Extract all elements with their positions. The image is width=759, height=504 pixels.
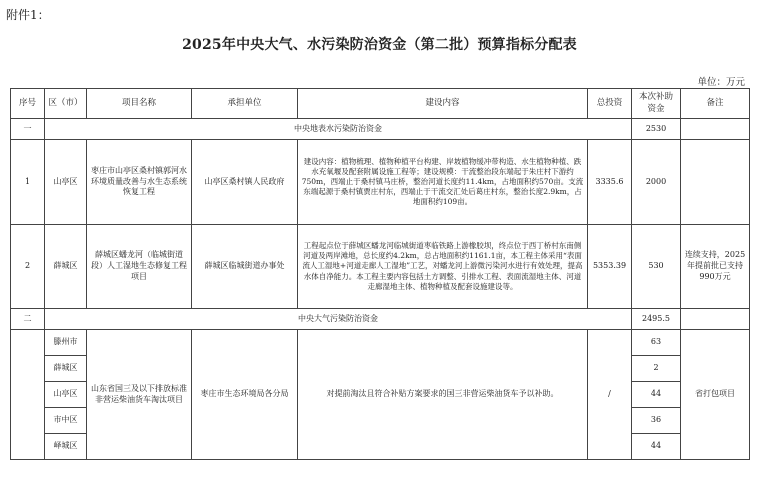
section-amount: 2530: [632, 119, 681, 140]
row-subsidy: 530: [632, 225, 681, 309]
row-subsidy: 44: [632, 382, 681, 408]
row-total: 3335.6: [588, 140, 632, 225]
row-seq: 1: [11, 140, 45, 225]
table-header-row: [11, 89, 750, 119]
table-row: [11, 330, 750, 356]
row-project: 枣庄市山亭区桑村镇郭河水环境质量改善与水生态系统恢复工程: [87, 140, 192, 225]
row-district: 山亭区: [45, 140, 87, 225]
section-row: [11, 119, 750, 140]
row-unit: 山亭区桑村镇人民政府: [192, 140, 298, 225]
section-name: 中央大气污染防治资金: [45, 309, 632, 330]
header-subsidy: 本次补助资金: [632, 89, 681, 119]
row-subsidy: 2000: [632, 140, 681, 225]
row-total: 5353.39: [588, 225, 632, 309]
row-remark: [681, 140, 750, 225]
header-content: 建设内容: [298, 89, 588, 119]
section-remark-empty: [681, 119, 750, 140]
header-unit: 承担单位: [192, 89, 298, 119]
section-remark-empty: [681, 309, 750, 330]
row-seq: 2: [11, 225, 45, 309]
row-subsidy: 2: [632, 356, 681, 382]
row-content: 对提前淘汰且符合补贴方案要求的国三非营运柴油货车予以补助。: [298, 330, 588, 460]
table-row: [11, 140, 750, 225]
row-remark: 省打包项目: [681, 330, 750, 460]
header-district: 区（市）: [45, 89, 87, 119]
section-num: 二: [11, 309, 45, 330]
row-district: 山亭区: [45, 382, 87, 408]
row-district: 峄城区: [45, 434, 87, 460]
section-amount: 2495.5: [632, 309, 681, 330]
row-project: 山东省国三及以下排放标准非营运柴油货车淘汰项目: [87, 330, 192, 460]
row-project: 薛城区蟠龙河（临城街道段）人工湿地生态修复工程项目: [87, 225, 192, 309]
section-name: 中央地表水污染防治资金: [45, 119, 632, 140]
section-row: [11, 309, 750, 330]
table-row: [11, 225, 750, 309]
row-district: 薛城区: [45, 356, 87, 382]
row-subsidy: 36: [632, 408, 681, 434]
header-seq: 序号: [11, 89, 45, 119]
row-district: 薛城区: [45, 225, 87, 309]
row-content: 建设内容：植物梳理、植物种植平台构建、岸坡植物缓冲带构造、水生植物种植、跌水充氧堰及配套附属设施工程等；建设规模：干流整治段东端起于朱庄村下游约750m，西端止于桑村镇马庄桥，整治河道长度约11.4km，占地面积约570亩。支流东端起源于桑村镇贾庄村东，西端止于干流交汇处后葛庄村东，整治长度2.9km，占地面积约109亩。: [298, 140, 588, 225]
row-total: /: [588, 330, 632, 460]
section-num: 一: [11, 119, 45, 140]
header-project: 项目名称: [87, 89, 192, 119]
row-unit: 薛城区临城街道办事处: [192, 225, 298, 309]
attachment-label: 附件1：: [6, 8, 50, 22]
unit-label: 单位：万元: [697, 77, 745, 88]
page-title: 2025年中央大气、水污染防治资金（第二批）预算指标分配表: [182, 37, 577, 53]
row-unit: 枣庄市生态环境局各分局: [192, 330, 298, 460]
row-subsidy: 44: [632, 434, 681, 460]
row-district: 市中区: [45, 408, 87, 434]
row-district: 滕州市: [45, 330, 87, 356]
budget-table: [10, 88, 750, 460]
row-remark: 连续支持，2025年提前批已支持990万元: [681, 225, 750, 309]
row-seq-empty: [11, 330, 45, 460]
row-subsidy: 63: [632, 330, 681, 356]
row-content: 工程起点位于薛城区蟠龙河临城街道枣临铁路上游橡胶坝，终点位于西丁桥村东南侧河道及两岸滩地，总长度约4.2km，总占地面积约1161.1亩，本工程主体采用“表面流人工湿地+河道走廊人工湿地”工艺，对蟠龙河上游微污染河水进行有效处理，提高水体自净能力。本工程主要内容包括土方调整、引排水工程、表面流湿地主体、河道走廊湿地主体、植物种植及配套设施建设等。: [298, 225, 588, 309]
header-remark: 备注: [681, 89, 750, 119]
header-total: 总投资: [588, 89, 632, 119]
